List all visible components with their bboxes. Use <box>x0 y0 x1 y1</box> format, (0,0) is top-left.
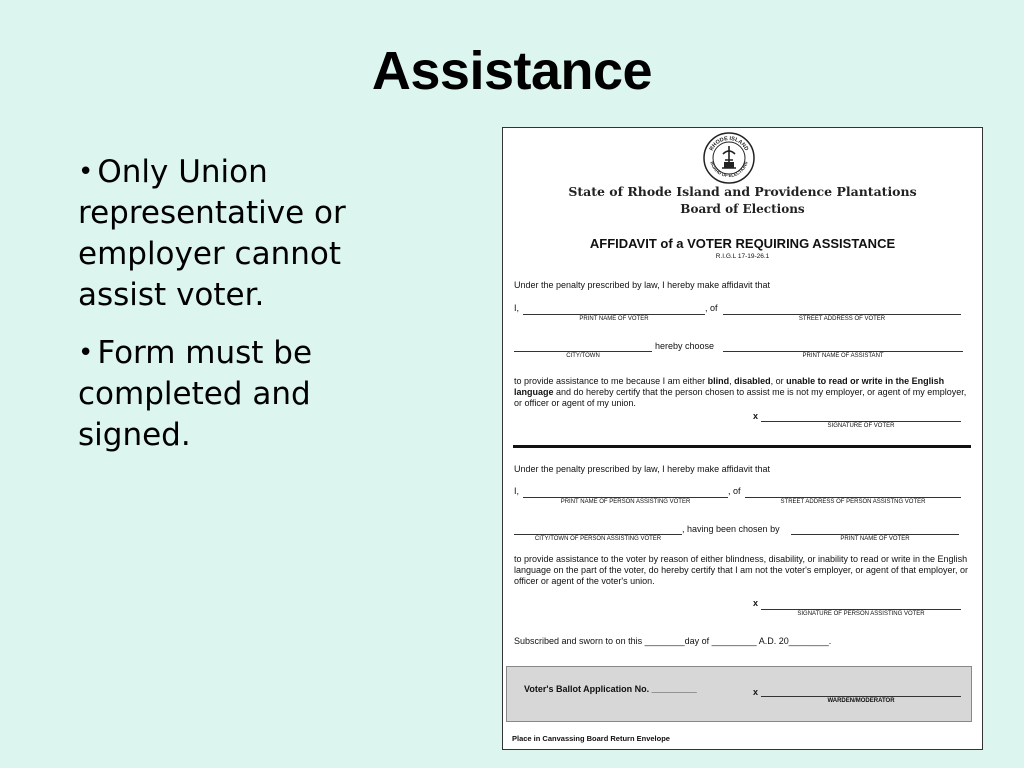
ballot-application-box <box>506 666 972 722</box>
caption-street: STREET ADDRESS OF PERSON ASSISTNG VOTER <box>780 499 926 505</box>
bullet-dot-icon: • <box>78 157 94 187</box>
board-name: Board of Elections <box>680 202 805 216</box>
i-label: I, <box>514 486 520 496</box>
bullet-item <box>78 152 408 316</box>
bullet-item <box>78 333 408 456</box>
form-heading: AFFIDAVIT of a VOTER REQUIRING ASSISTANCE <box>589 236 896 251</box>
caption-assistant: PRINT NAME OF ASSISTANT <box>802 353 884 359</box>
section-divider <box>513 445 971 448</box>
caption-street: STREET ADDRESS OF VOTER <box>798 316 886 322</box>
hereby-choose: hereby choose <box>655 341 715 351</box>
assistant-signature-line <box>761 609 961 610</box>
of-label: , of <box>705 303 718 313</box>
caption-signature: SIGNATURE OF VOTER <box>827 423 895 429</box>
voter-street-line <box>723 314 961 315</box>
of-label: , of <box>728 486 741 496</box>
section2-paragraph: to provide assistance to the voter by reason of either blindness, disability, or inability to read or write in the English language on the part of the voter, do hereby certify that I am not the voter's employer, or agent of that employer, or officer or agent of the voter's union. <box>514 554 968 586</box>
x-mark: x <box>753 411 759 421</box>
bullet-text: Only Union representative or employer cannot assist voter. <box>78 154 346 313</box>
city-line <box>514 351 652 352</box>
having-been-chosen: , having been chosen by <box>682 524 780 534</box>
voter-name-line <box>523 314 705 315</box>
city-line <box>514 534 682 535</box>
bullet-dot-icon: • <box>78 338 94 368</box>
assistant-street-line <box>745 497 961 498</box>
x-mark: x <box>753 598 759 608</box>
form-footer: Place in Canvassing Board Return Envelope <box>512 734 670 743</box>
svg-text:BOARD OF ELECTIONS: BOARD OF ELECTIONS <box>709 160 749 179</box>
caption-print-name: PRINT NAME OF VOTER <box>579 316 649 322</box>
caption-city: CITY/TOWN OF PERSON ASSISTING VOTER <box>534 536 662 542</box>
i-label: I, <box>514 303 520 313</box>
x-mark: x <box>753 687 759 697</box>
statute-number: R.I.G.L 17-19-26.1 <box>715 253 770 260</box>
section2-intro: Under the penalty prescribed by law, I hereby make affidavit that <box>514 464 770 474</box>
caption-print-name: PRINT NAME OF PERSON ASSISTING VOTER <box>560 499 691 505</box>
rhode-island-seal-icon <box>703 132 755 184</box>
sworn-statement: Subscribed and sworn to on this ________day of _________ A.D. 20________. <box>514 636 832 646</box>
voter-name-line <box>791 534 959 535</box>
voter-signature-line <box>761 421 961 422</box>
assistant-name-line <box>723 351 963 352</box>
bullet-list <box>78 152 408 473</box>
caption-voter: PRINT NAME OF VOTER <box>840 536 910 542</box>
svg-text:RHODE ISLAND: RHODE ISLAND <box>708 135 750 152</box>
section1-intro: Under the penalty prescribed by law, I hereby make affidavit that <box>514 280 770 290</box>
assistant-name-line <box>523 497 728 498</box>
caption-signature: SIGNATURE OF PERSON ASSISTING VOTER <box>797 611 925 617</box>
state-name: State of Rhode Island and Providence Plantations <box>568 184 917 199</box>
ballot-application-label: Voter's Ballot Application No. _________ <box>524 684 697 694</box>
caption-city: CITY/TOWN <box>566 353 600 359</box>
warden-signature-line <box>761 696 961 697</box>
slide-title: Assistance <box>371 41 653 101</box>
section1-paragraph: to provide assistance to me because I am either blind, disabled, or unable to read or write in the English language and do hereby certify that the person chosen to assist me is not my employer, or agent of my employer, or officer or agent of my union. <box>514 376 967 408</box>
affidavit-form-image <box>502 127 983 750</box>
caption-warden: WARDEN/MODERATOR <box>827 698 895 704</box>
bullet-text: Form must be completed and signed. <box>78 335 313 453</box>
